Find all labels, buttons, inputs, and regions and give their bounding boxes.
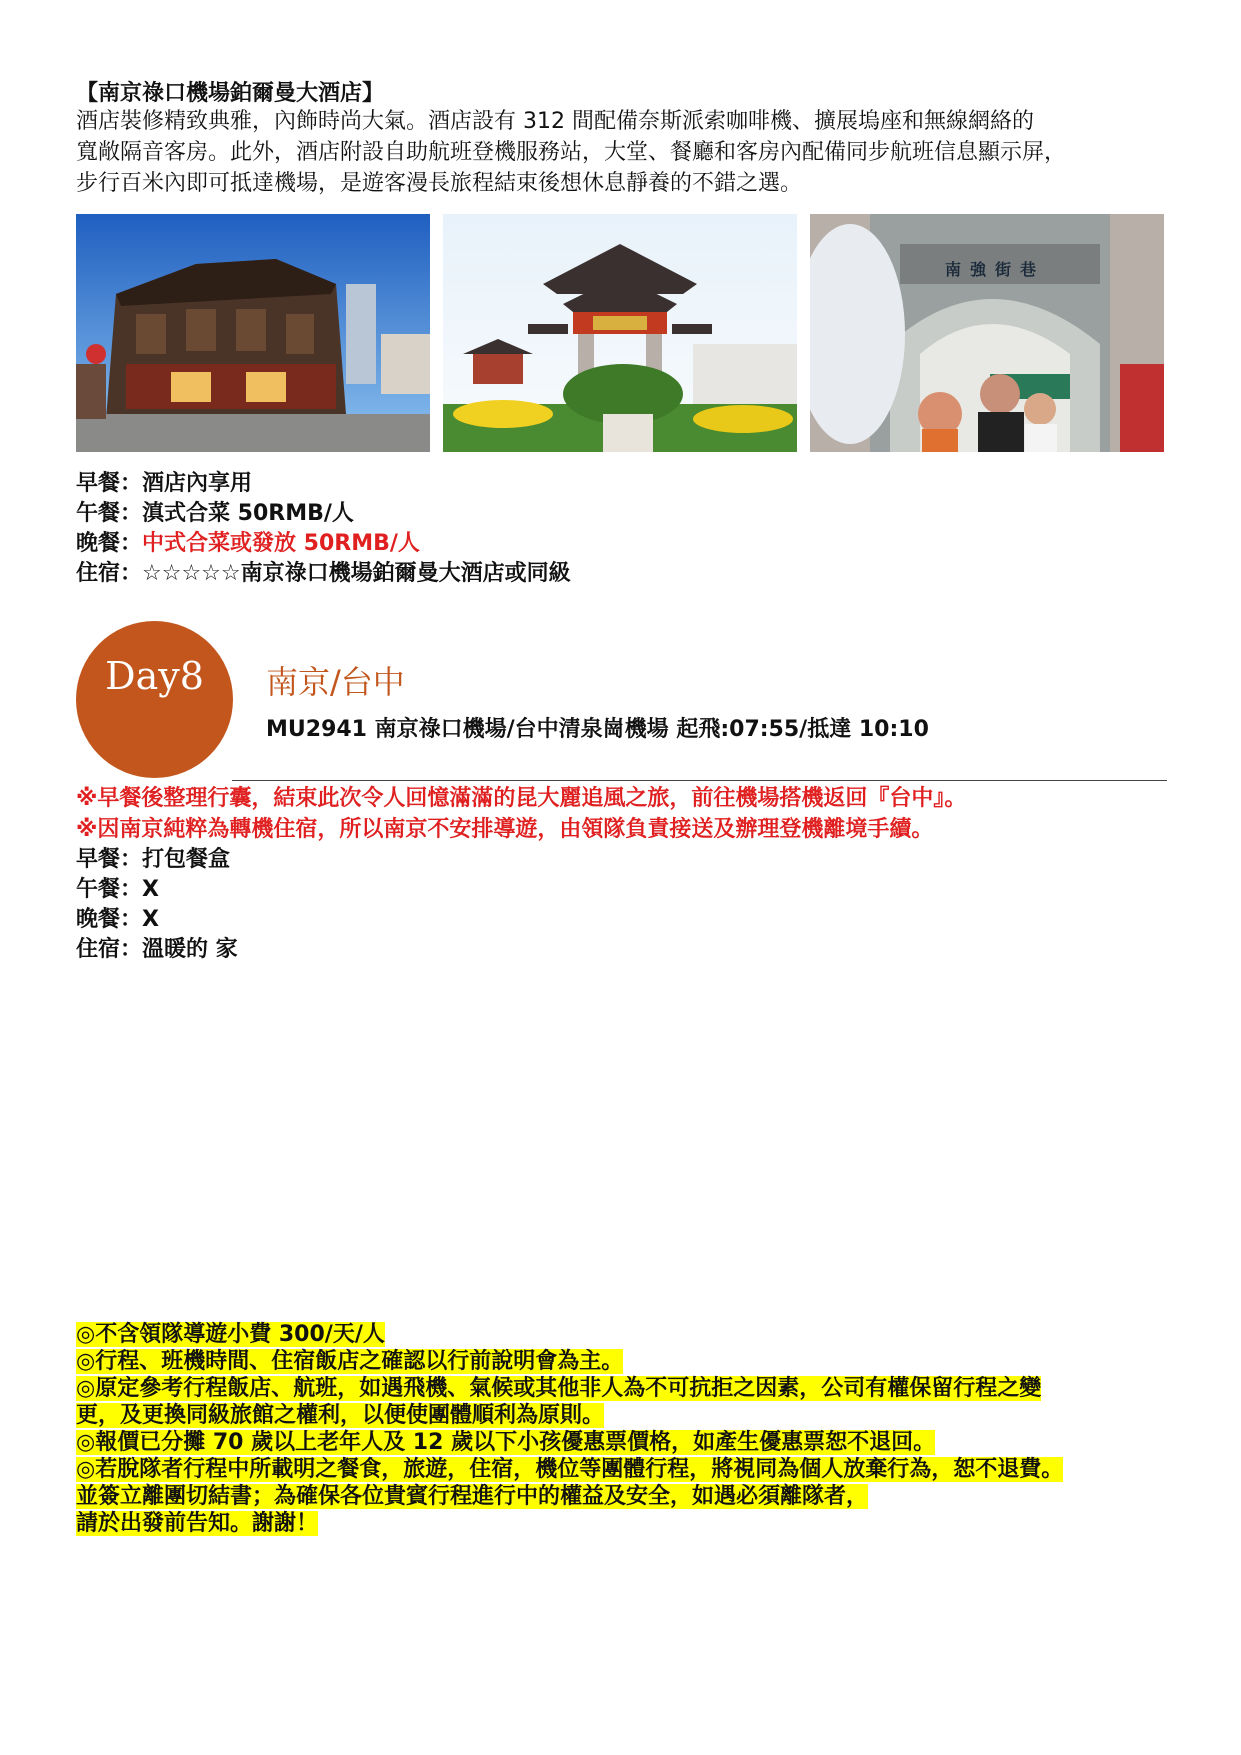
stay-value: 溫暖的 家: [142, 937, 238, 962]
stay-label: 住宿：: [76, 561, 143, 586]
lunch-label: 午餐：: [76, 877, 143, 902]
hotel-description: [76, 106, 1166, 199]
terms-line: 更，及更換同級旅館之權利，以便使團體順利為原則。: [76, 1403, 605, 1428]
dinner-row: [76, 905, 238, 935]
photo-old-street-building: [76, 214, 430, 452]
terms-line: 並簽立離團切結書；為確保各位貴賓行程進行中的權益及安全，如遇必須離隊者，: [76, 1484, 869, 1509]
stay-row: [76, 559, 571, 589]
stay-stars: ☆☆☆☆☆: [142, 561, 241, 586]
notice-line: ※因南京純粹為轉機住宿，所以南京不安排導遊，由領隊負責接送及辦理登機離境手續。: [76, 817, 934, 842]
terms-notes: [76, 1321, 1063, 1537]
lunch-row: [76, 875, 238, 905]
breakfast-row: [76, 845, 238, 875]
breakfast-label: 早餐：: [76, 471, 143, 496]
hotel-description-line: 寬敞隔音客房。此外，酒店附設自助航班登機服務站，大堂、餐廳和客房內配備同步航班信息顯示屏，: [76, 140, 1067, 165]
photo-sign-text: 南強街巷: [945, 260, 1046, 279]
breakfast-value: 打包餐盒: [142, 847, 231, 872]
dinner-value: X: [142, 907, 159, 932]
stay-label: 住宿：: [76, 937, 143, 962]
dinner-row: [76, 529, 571, 559]
lunch-value: 滇式合菜 50RMB/人: [142, 501, 354, 526]
day7-meals: [76, 469, 571, 589]
photo-street-gate: [810, 214, 1164, 452]
dinner-value: 中式合菜或發放 50RMB/人: [142, 531, 420, 556]
day-badge: Day8: [76, 621, 233, 778]
day8-meals: [76, 845, 238, 965]
terms-line: ◎不含領隊導遊小費 300/天/人: [76, 1322, 385, 1347]
flight-info: MU2941 南京祿口機場/台中清泉崗機場 起飛:07:55/抵達 10:10: [266, 717, 929, 742]
dinner-label: 晚餐：: [76, 907, 143, 932]
lunch-value: X: [142, 877, 159, 902]
terms-line: ◎原定參考行程飯店、航班，如遇飛機、氣候或其他非人為不可抗拒之因素，公司有權保留行程之變: [76, 1376, 1042, 1401]
photo-memorial-archway: [443, 214, 797, 452]
lunch-row: [76, 499, 571, 529]
terms-line: ◎行程、班機時間、住宿飯店之確認以行前說明會為主。: [76, 1349, 624, 1374]
terms-line: ◎若脫隊者行程中所載明之餐食，旅遊，住宿，機位等團體行程，將視同為個人放棄行為，恕不退費。: [76, 1457, 1064, 1482]
stay-value: 南京祿口機場鉑爾曼大酒店或同級: [240, 561, 571, 586]
day8-notices: [76, 783, 966, 845]
day-title: 南京/台中: [266, 663, 405, 701]
breakfast-value: 酒店內享用: [142, 471, 253, 496]
hotel-title: 【南京祿口機場鉑爾曼大酒店】: [76, 81, 385, 106]
dinner-label: 晚餐：: [76, 531, 143, 556]
lunch-label: 午餐：: [76, 501, 143, 526]
breakfast-label: 早餐：: [76, 847, 143, 872]
hotel-description-line: 酒店裝修精致典雅，內飾時尚大氣。酒店設有 312 間配備奈斯派索咖啡機、擴展塢座和無線網絡的: [76, 109, 1034, 134]
divider: [232, 780, 1167, 781]
terms-line: 請於出發前告知。謝謝！: [76, 1511, 319, 1536]
hotel-description-line: 步行百米內即可抵達機場，是遊客漫長旅程結束後想休息靜養的不錯之選。: [76, 171, 803, 196]
terms-line: ◎報價已分攤 70 歲以上老年人及 12 歲以下小孩優惠票價格，如產生優惠票恕不退回。: [76, 1430, 936, 1455]
breakfast-row: [76, 469, 571, 499]
stay-row: [76, 935, 238, 965]
notice-line: ※早餐後整理行囊，結束此次令人回憶滿滿的昆大麗追風之旅，前往機場搭機返回『台中』。: [76, 786, 967, 811]
